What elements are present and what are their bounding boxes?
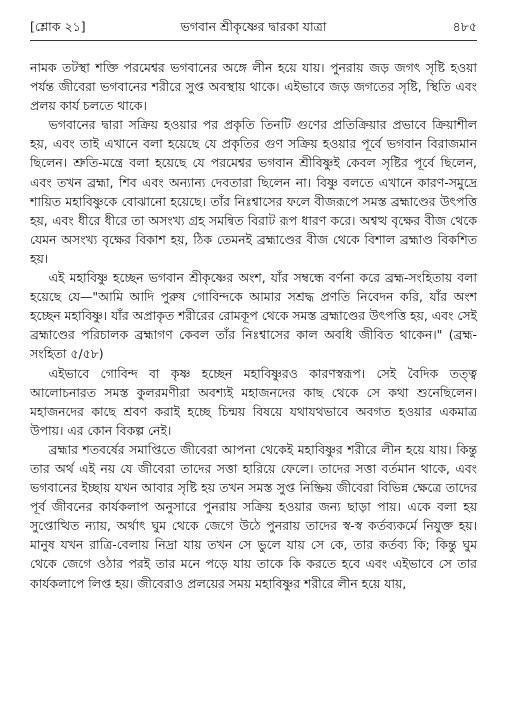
paragraph-1: নামক তটস্থা শক্তি পরমেশ্বর ভগবানের অঙ্গে লীন হয়ে যায়। পুনরায় জড় জগৎ সৃষ্টি হওয়া পর্যন্ত জীবেরা ভগবানের শরীরে সুপ্ত অবস্থায় থাকে। এইভাবে জড় জগতের সৃষ্টি, স্থিতি এবং প্রলয় কার্য চলতে থাকে। xyxy=(30,60,477,114)
verse-reference: [শ্লোক ২১] xyxy=(30,19,86,34)
page-number: ৪৮৫ xyxy=(452,19,477,34)
header-divider xyxy=(30,40,477,41)
running-header xyxy=(30,16,477,38)
paragraph-5: ব্রহ্মার শতবর্ষের সমাপ্তিতে জীবেরা আপনা থেকেই মহাবিষ্ণুর শরীরে লীন হয়ে যায়। কিন্তু তার অর্থ এই নয় যে জীবেরা তাদের সত্তা হারিয়ে ফেলে। তাদের সত্তা বর্তমান থাকে, এবং ভগবানের ইচ্ছায় যখন আবার সৃষ্টি হয় তখন সমস্ত সুপ্ত নিষ্ক্রিয় জীবেরা বিভিন্ন ক্ষেত্রে তাদের পূর্ব জীবনের কার্যকলাপ অনুসারে পুনরায় সক্রিয় হওয়ার জন্য ছাড়া পায়। একে বলা হয় সুপ্তোত্থিত ন্যায়, অর্থাৎ ঘুম থেকে জেগে উঠে পুনরায় তাদের স্ব-স্ব কর্তব্যকর্মে নিযুক্ত হয়। মানুষ যখন রাত্রি-বেলায় নিদ্রা যায় তখন সে ভুলে যায় সে কে, তার কর্তব্য কি; কিন্তু ঘুম থেকে জেগে ওঠার পরই তার মনে পড়ে যায় তাকে কি করতে হবে এবং এইভাবে সে তার কার্যকলাপে লিপ্ত হয়। জীবেরাও প্রলয়ের সময় মহাবিষ্ণুর শরীরে লীন হয়ে যায়, xyxy=(30,441,477,591)
paragraph-2: ভগবানের দ্বারা সক্রিয় হওয়ার পর প্রকৃতি তিনটি গুণের প্রতিক্রিয়ার প্রভাবে ক্রিয়াশীল হয়, এবং তাই এখানে বলা হয়েছে যে প্রকৃতির গুণ সক্রিয় হওয়ার পূর্বে ভগবান বিরাজমান ছিলেন। শ্রুতি-মন্ত্রে বলা হয়েছে যে পরমেশ্বর ভগবান শ্রীবিষ্ণুই কেবল সৃষ্টির পূর্বে ছিলেন, এবং তখন ব্রহ্মা, শিব এবং অন্যান্য দেবতারা ছিলেন না। বিষ্ণু বলতে এখানে কারণ-সমুদ্রে শায়িত মহাবিষ্ণুকে বোঝানো হয়েছে। তাঁর নিঃশ্বাসের ফলে বীজরূপে সমস্ত ব্রহ্মাণ্ডের উৎপত্তি হয়, এবং ধীরে ধীরে তা অসংখ্য গ্রহ সমন্বিত বিরাট রূপ ধারণ করে। অশ্বত্থ বৃক্ষের বীজ থেকে যেমন অসংখ্য বৃক্ষের বিকাশ হয়, ঠিক তেমনই ব্রহ্মাণ্ডের বীজ থেকে বিশাল ব্রহ্মাণ্ড বিকশিত হয়। xyxy=(30,117,477,266)
paragraph-3: এই মহাবিষ্ণু হচ্ছেন ভগবান শ্রীকৃষ্ণের অংশ, যাঁর সম্বন্ধে বর্ণনা করে ব্রহ্ম-সংহিতায় বলা হয়েছে যে—"আমি আদি পুরুষ গোবিন্দকে আমার সশ্রদ্ধ প্রণতি নিবেদন করি, যাঁর অংশ হচ্ছেন মহাবিষ্ণু। যাঁর অপ্রাকৃত শরীরের রোমকূপ থেকে সমস্ত ব্রহ্মাণ্ডের উৎপত্তি হয়, এবং সেই ব্রহ্মাণ্ডের পরিচালক ব্রহ্মাগণ কেবল তাঁর নিঃশ্বাসের কাল অবধি জীবিত থাকেন।" (ব্রহ্ম-সংহিতা ৫/৫৮) xyxy=(30,270,477,362)
chapter-title: ভগবান শ্রীকৃষ্ণের দ্বারকা যাত্রা xyxy=(180,19,327,34)
paragraph-4: এইভাবে গোবিন্দ বা কৃষ্ণ হচ্ছেন মহাবিষ্ণুরও কারণস্বরূপ। সেই বৈদিক তত্ত্ব আলোচনারত সমস্ত কুলরমণীরা অবশ্যই মহাজনদের কাছ থেকে সে কথা শুনেছিলেন। মহাজনদের কাছে শ্রবণ করাই হচ্ছে চিন্ময় বিষয়ে যথাযথভাবে অবগত হওয়ার একমাত্র উপায়। এর কোন বিকল্প নেই। xyxy=(30,365,477,438)
body-text xyxy=(30,58,477,593)
